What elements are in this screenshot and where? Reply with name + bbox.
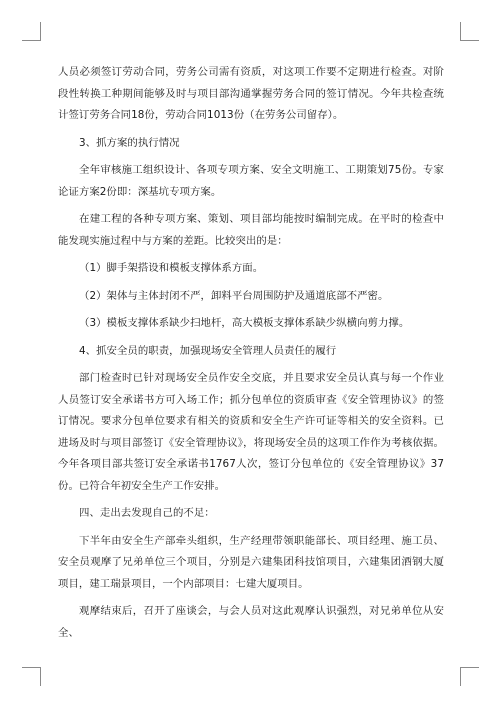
- section-heading: 四、走出去发现自己的不足：: [79, 507, 215, 519]
- list-item: （1）脚手架搭设和模板支撑体系方面。: [79, 262, 264, 274]
- crop-mark-bottom-right: [460, 667, 479, 686]
- crop-mark-bottom-left: [22, 667, 41, 686]
- paragraph: 部门检查时已针对现场安全员作安全交底，并且要求安全员认真与每一个作业人员签订安全承诺书方可入场工作；抓分包单位的资质审查《安全管理协议》的签订情况。要求分包单位要求有相关的资质和安全生产许可证等相关的安全资料。已进场及时与项目部签订《安全管理协议》，将现场安全员的这项工作作为考核依据。今年各项目部共签订安全承诺书1767人次，签订分包单位的《安全管理协议》37份。已符合年初安全生产工作安排。: [58, 372, 444, 492]
- crop-mark-top-right: [460, 22, 479, 41]
- list-item: （2）架体与主体封闭不严，卸料平台周围防护及通道底部不严密。: [79, 289, 389, 302]
- paragraph: 全年审核施工组织设计、各项专项方案、安全文明施工、工期策划75份。专家论证方案2份即：深基坑专项方案。: [58, 164, 444, 198]
- section-heading: 3、抓方案的执行情况: [79, 136, 180, 149]
- paragraph: 人员必须签订劳动合同，劳务公司需有资质，对这项工作要不定期进行检查。对阶段性转换工种期间能够及时与项目部沟通掌握劳务合同的签订情况。今年共检查统计签订劳务合同18份，劳动合同1013份（在劳务公司留存）。: [58, 66, 444, 121]
- paragraph: 在建工程的各种专项方案、策划、项目部均能按时编制完成。在平时的检查中能发现实施过程中与方案的差距。比较突出的是：: [58, 213, 444, 247]
- crop-mark-top-left: [22, 22, 41, 41]
- paragraph: 下半年由安全生产部牵头组织，生产经理带领职能部长、项目经理、施工员、安全员观摩了兄弟单位三个项目，分别是六建集团科技馆项目，六建集团酒钢大厦项目，建工瑞景项目，一个内部项目：七建大厦项目。: [58, 534, 444, 590]
- document-body: [58, 62, 444, 650]
- section-heading: 4、抓安全员的职责，加强现场安全管理人员责任的履行: [79, 344, 337, 357]
- list-item: （3）模板支撑体系缺少扫地杆，高大模板支撑体系缺少纵横向剪力撑。: [79, 317, 410, 329]
- paragraph: 观摩结束后，召开了座谈会，与会人员对这此观摩认识强烈，对兄弟单位从安全、: [58, 605, 444, 639]
